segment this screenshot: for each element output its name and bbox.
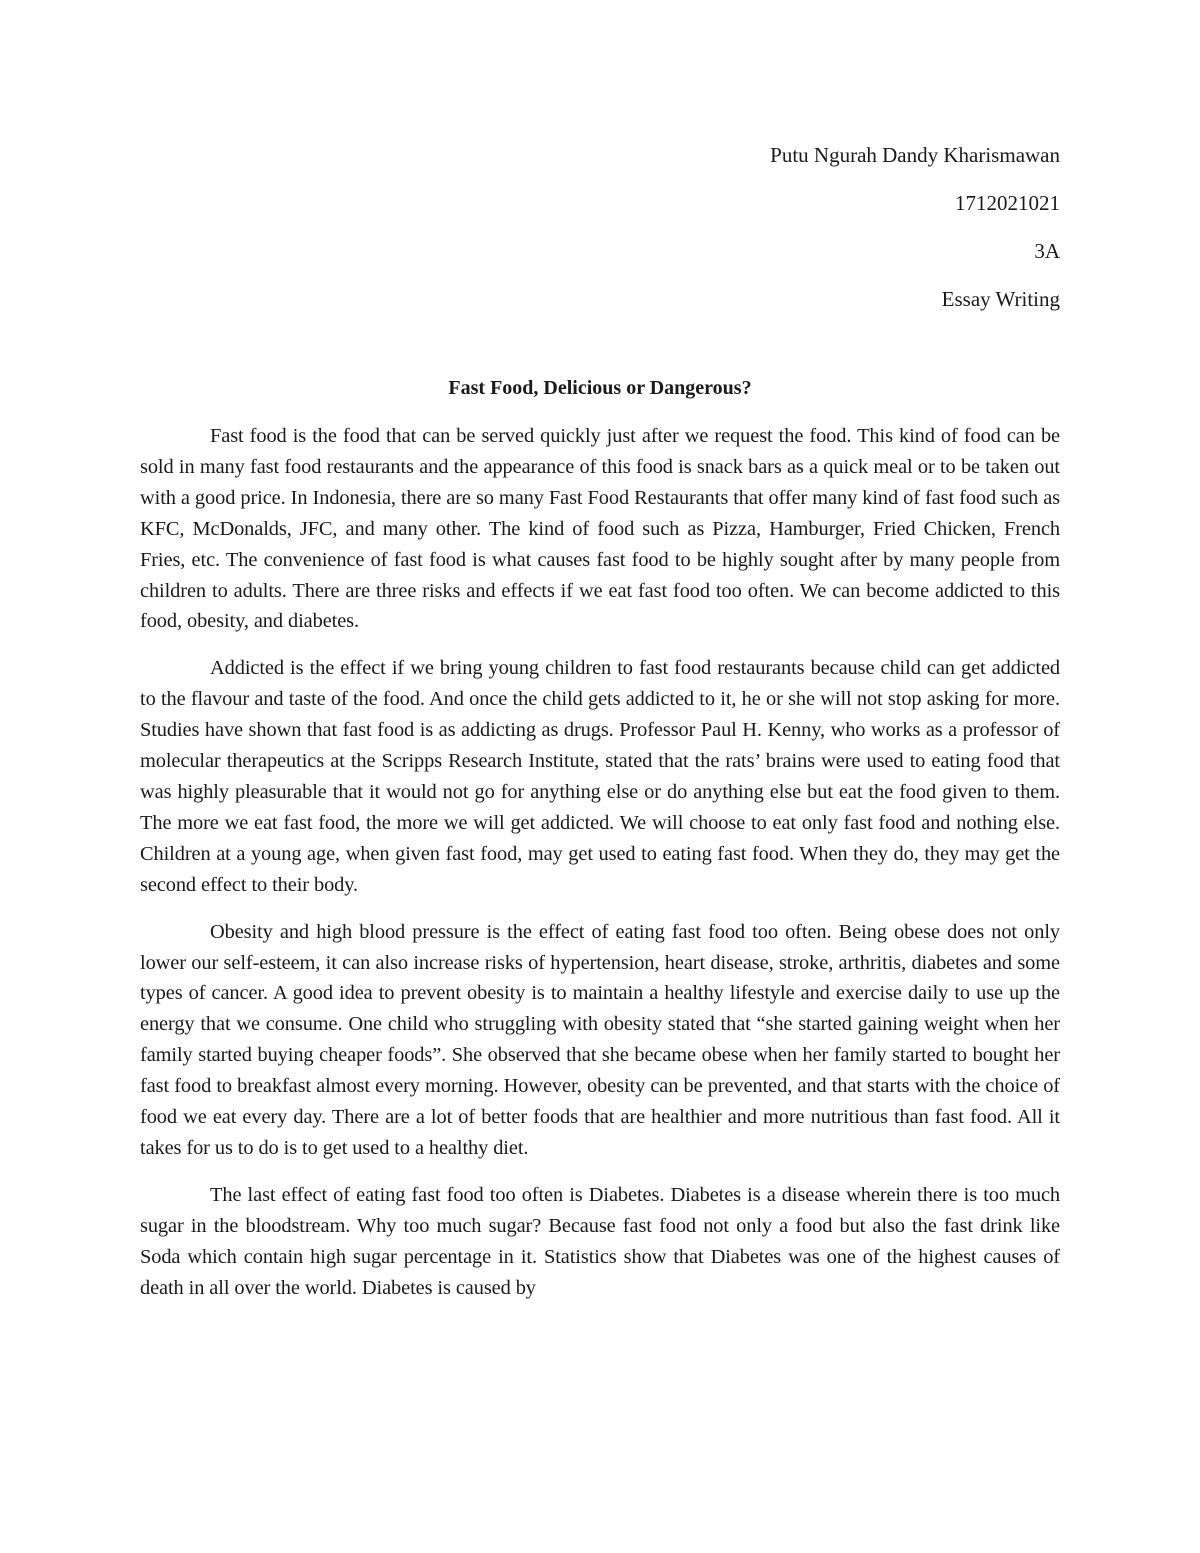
- paragraph-obesity: Obesity and high blood pressure is the effect of eating fast food too often. Being obese does not only lower our self-esteem, it can also increase risks of hypertension, heart disease, stroke, arthritis, diabetes and some types of cancer. A good idea to prevent obesity is to maintain a healthy lifestyle and exercise daily to use up the energy that we consume. One child who struggling with obesity stated that “she started gaining weight when her family started buying cheaper foods”. She observed that she became obese when her family started to bought her fast food to breakfast almost every morning. However, obesity can be prevented, and that starts with the choice of food we eat every day. There are a lot of better foods that are healthier and more nutritious than fast food. All it takes for us to do is to get used to a healthy diet.: [140, 920, 1060, 1159]
- paragraph-diabetes: The last effect of eating fast food too often is Diabetes. Diabetes is a disease wherein there is too much sugar in the bloodstream. Why too much sugar? Because fast food not only a food but also the fast drink like Soda which contain high sugar percentage in it. Statistics show that Diabetes was one of the highest causes of death in all over the world. Diabetes is caused by: [140, 1183, 1060, 1299]
- essay-header: [140, 140, 1060, 332]
- paragraph-intro: Fast food is the food that can be served quickly just after we request the food. This kind of food can be sold in many fast food restaurants and the appearance of this food is snack bars as a quick meal or to be taken out with a good price. In Indonesia, there are so many Fast Food Restaurants that offer many kind of fast food such as KFC, McDonalds, JFC, and many other. The kind of food such as Pizza, Hamburger, Fried Chicken, French Fries, etc. The convenience of fast food is what causes fast food to be highly sought after by many people from children to adults. There are three risks and effects if we eat fast food too often. We can become addicted to this food, obesity, and diabetes.: [140, 425, 1060, 633]
- essay-title: Fast Food, Delicious or Dangerous?: [448, 377, 752, 399]
- essay-body: [140, 421, 1060, 1319]
- course-name: Essay Writing: [941, 287, 1060, 311]
- author-name: Putu Ngurah Dandy Kharismawan: [770, 143, 1060, 167]
- class-name: 3A: [1034, 239, 1060, 263]
- paragraph-addiction: Addicted is the effect if we bring young children to fast food restaurants because child can get addicted to the flavour and taste of the food. And once the child gets addicted to it, he or she will not stop asking for more. Studies have shown that fast food is as addicting as drugs. Professor Paul H. Kenny, who works as a professor of molecular therapeutics at the Scripps Research Institute, stated that the rats’ brains were used to eating food that was highly pleasurable that it would not go for anything else or do anything else but eat the food given to them. The more we eat fast food, the more we will get addicted. We will choose to eat only fast food and nothing else. Children at a young age, when given fast food, may get used to eating fast food. When they do, they may get the second effect to their body.: [140, 657, 1060, 896]
- student-id: 1712021021: [955, 191, 1060, 215]
